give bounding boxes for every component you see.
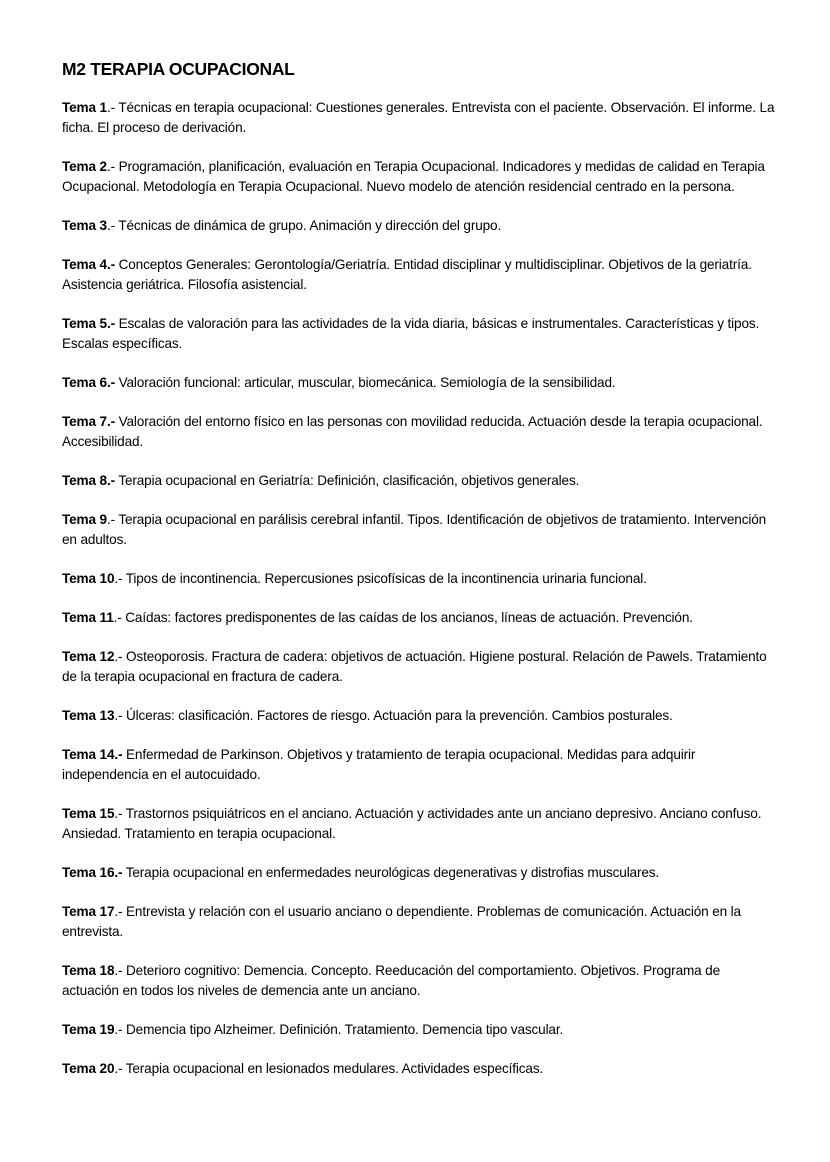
tema-separator: .- bbox=[114, 649, 126, 664]
tema-text: Valoración del entorno físico en las personas con movilidad reducida. Actuación desde la terapia ocupacional. Accesibilidad. bbox=[62, 414, 763, 449]
tema-separator: .- bbox=[106, 512, 119, 527]
tema-label: Tema 3 bbox=[62, 218, 107, 233]
tema-item bbox=[62, 706, 778, 726]
tema-text: Osteoporosis. Fractura de cadera: objetivos de actuación. Higiene postural. Relación de Pawels. Tratamiento de la terapia ocupacional en fractura de cadera. bbox=[62, 649, 767, 684]
tema-label: Tema 6.- bbox=[62, 375, 115, 390]
tema-label: Tema 5.- bbox=[62, 316, 115, 331]
tema-item bbox=[62, 510, 778, 550]
tema-text: Valoración funcional: articular, muscular, biomecánica. Semiología de la sensibilidad. bbox=[118, 375, 616, 390]
tema-text: Tipos de incontinencia. Repercusiones psicofísicas de la incontinencia urinaria funcional. bbox=[125, 571, 647, 586]
tema-text: Terapia ocupacional en enfermedades neurológicas degenerativas y distrofias musculares. bbox=[125, 865, 660, 880]
tema-text: Técnicas en terapia ocupacional: Cuestiones generales. Entrevista con el paciente. Observación. El informe. La ficha. El proceso de derivación. bbox=[62, 100, 775, 135]
document-page bbox=[62, 58, 778, 1098]
tema-separator: .- bbox=[106, 218, 119, 233]
tema-separator: .- bbox=[114, 1022, 126, 1037]
tema-text: Caídas: factores predisponentes de las caídas de los ancianos, líneas de actuación. Prevención. bbox=[125, 610, 693, 625]
tema-item bbox=[62, 569, 778, 589]
tema-text: Conceptos Generales: Gerontología/Geriatría. Entidad disciplinar y multidisciplinar. Objetivos de la geriatría. Asistencia geriátrica. Filosofía asistencial. bbox=[62, 257, 752, 292]
tema-label: Tema 16.- bbox=[62, 865, 123, 880]
tema-item bbox=[62, 157, 778, 197]
tema-separator: .- bbox=[106, 159, 119, 174]
tema-item bbox=[62, 902, 778, 942]
tema-item bbox=[62, 471, 778, 491]
tema-separator: .- bbox=[114, 963, 126, 978]
tema-item bbox=[62, 608, 778, 628]
tema-separator: .- bbox=[114, 806, 126, 821]
tema-label: Tema 1 bbox=[62, 100, 107, 115]
tema-label: Tema 18 bbox=[62, 963, 115, 978]
tema-text: Entrevista y relación con el usuario anciano o dependiente. Problemas de comunicación. Actuación en la entrevista. bbox=[62, 904, 741, 939]
tema-text: Deterioro cognitivo: Demencia. Concepto. Reeducación del comportamiento. Objetivos. Programa de actuación en todos los niveles de demencia ante un anciano. bbox=[62, 963, 721, 998]
tema-separator: .- bbox=[106, 100, 119, 115]
tema-text: Demencia tipo Alzheimer. Definición. Tratamiento. Demencia tipo vascular. bbox=[126, 1022, 564, 1037]
tema-separator: .- bbox=[114, 708, 126, 723]
tema-label: Tema 9 bbox=[62, 512, 107, 527]
tema-item bbox=[62, 98, 778, 138]
tema-label: Tema 19 bbox=[62, 1022, 115, 1037]
tema-separator: .- bbox=[114, 571, 126, 586]
tema-label: Tema 10 bbox=[62, 571, 115, 586]
tema-item bbox=[62, 255, 778, 295]
tema-label: Tema 13 bbox=[62, 708, 115, 723]
tema-item bbox=[62, 314, 778, 354]
tema-label: Tema 12 bbox=[62, 649, 115, 664]
tema-item bbox=[62, 804, 778, 844]
tema-item bbox=[62, 373, 778, 393]
tema-label: Tema 20 bbox=[62, 1061, 115, 1076]
tema-separator: .- bbox=[113, 610, 126, 625]
tema-label: Tema 4.- bbox=[62, 257, 115, 272]
tema-item bbox=[62, 1020, 778, 1040]
tema-label: Tema 17 bbox=[62, 904, 115, 919]
tema-item bbox=[62, 216, 778, 236]
tema-text: Trastornos psiquiátricos en el anciano. Actuación y actividades ante un anciano depresivo. Anciano confuso. Ansiedad. Tratamiento en terapia ocupacional. bbox=[62, 806, 762, 841]
tema-item bbox=[62, 647, 778, 687]
tema-item bbox=[62, 1059, 778, 1079]
tema-label: Tema 7.- bbox=[62, 414, 115, 429]
tema-item bbox=[62, 412, 778, 452]
tema-text: Programación, planificación, evaluación en Terapia Ocupacional. Indicadores y medidas de calidad en Terapia Ocupacional. Metodología en Terapia Ocupacional. Nuevo modelo de atención residencial centrado en la persona. bbox=[62, 159, 765, 194]
tema-item bbox=[62, 745, 778, 785]
tema-separator: .- bbox=[114, 1061, 126, 1076]
tema-separator: .- bbox=[114, 904, 126, 919]
document-title: M2 TERAPIA OCUPACIONAL bbox=[62, 59, 295, 79]
tema-text: Terapia ocupacional en Geriatría: Definición, clasificación, objetivos generales. bbox=[118, 473, 580, 488]
tema-text: Escalas de valoración para las actividades de la vida diaria, básicas e instrumentales. Características y tipos. Escalas específicas. bbox=[62, 316, 760, 351]
tema-label: Tema 15 bbox=[62, 806, 115, 821]
tema-text: Terapia ocupacional en parálisis cerebral infantil. Tipos. Identificación de objetivos de tratamiento. Intervención en adultos. bbox=[62, 512, 767, 547]
tema-text: Enfermedad de Parkinson. Objetivos y tratamiento de terapia ocupacional. Medidas para adquirir independencia en el autocuidado. bbox=[62, 747, 696, 782]
tema-text: Terapia ocupacional en lesionados medulares. Actividades específicas. bbox=[125, 1061, 544, 1076]
tema-label: Tema 8.- bbox=[62, 473, 115, 488]
tema-text: Úlceras: clasificación. Factores de riesgo. Actuación para la prevención. Cambios posturales. bbox=[126, 708, 673, 723]
tema-text: Técnicas de dinámica de grupo. Animación y dirección del grupo. bbox=[118, 218, 502, 233]
tema-item bbox=[62, 961, 778, 1001]
tema-label: Tema 2 bbox=[62, 159, 107, 174]
tema-label: Tema 14.- bbox=[62, 747, 123, 762]
tema-item bbox=[62, 863, 778, 883]
temas-list bbox=[62, 98, 778, 1079]
tema-label: Tema 11 bbox=[62, 610, 114, 625]
